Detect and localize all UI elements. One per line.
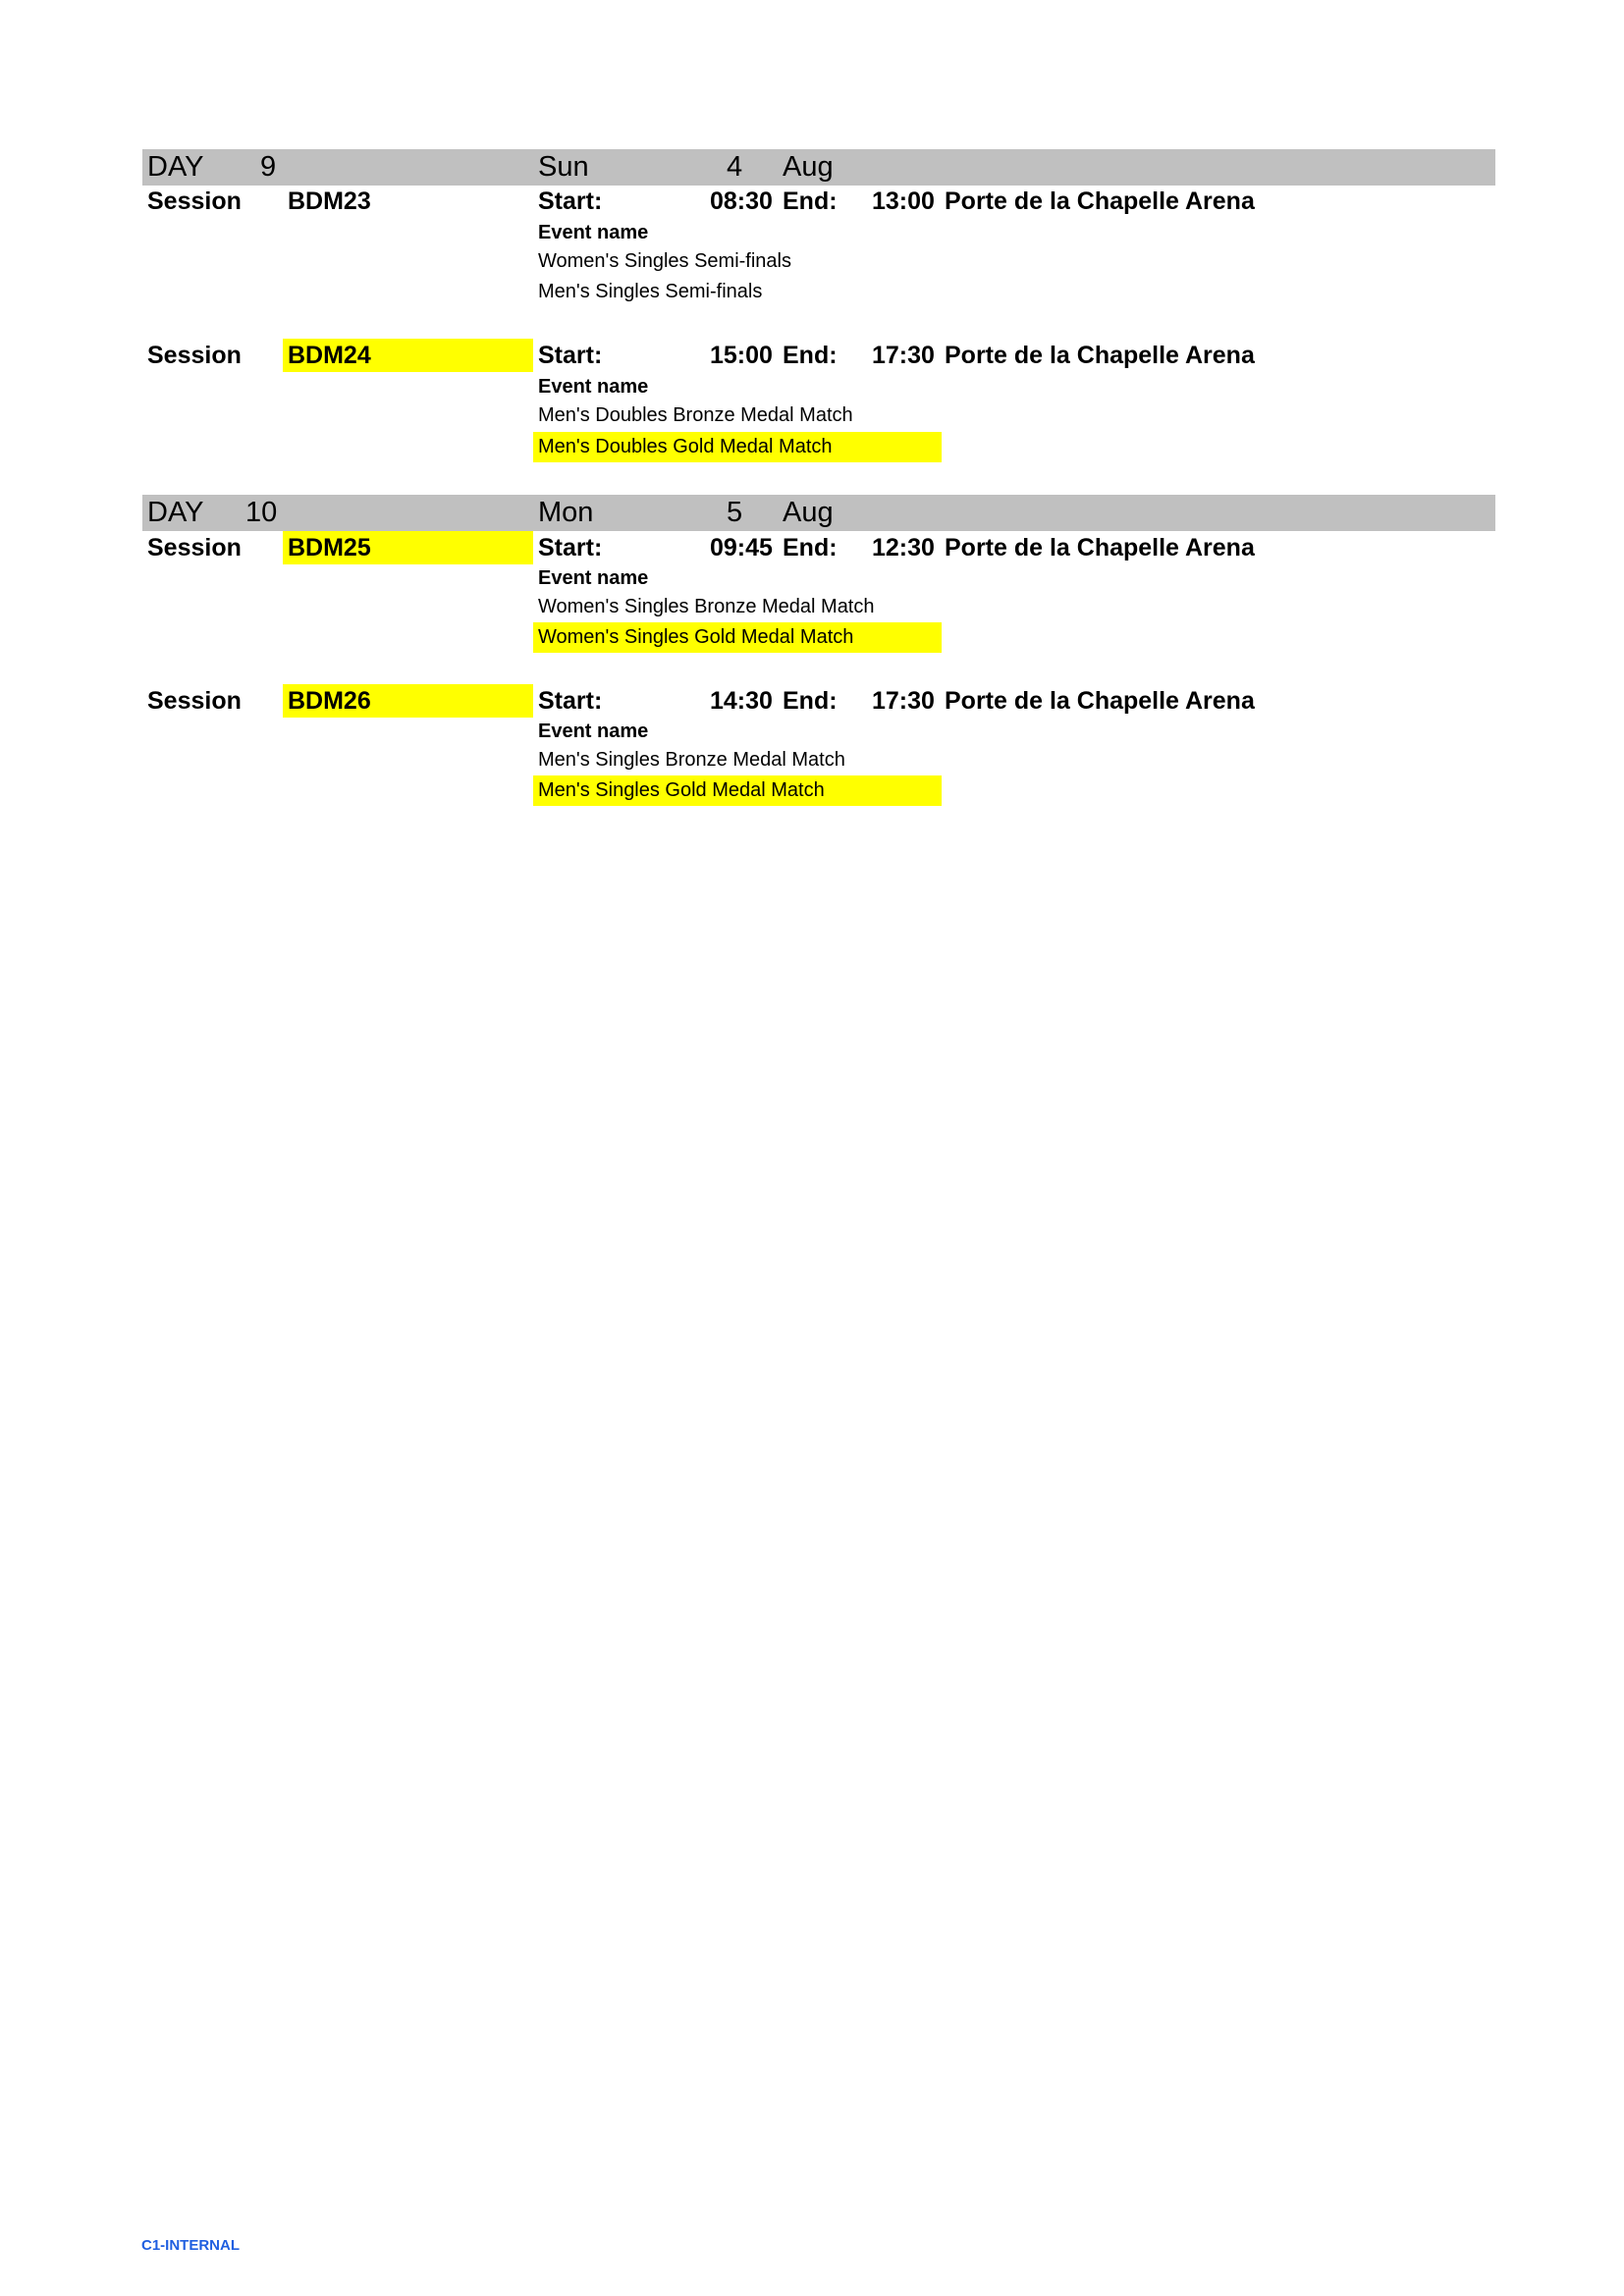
start-time: 09:45 bbox=[710, 534, 773, 561]
session-code: BDM23 bbox=[288, 187, 371, 215]
end-time: 17:30 bbox=[872, 342, 935, 369]
day-label: DAY bbox=[147, 151, 204, 183]
end-label: End: bbox=[783, 687, 838, 715]
event-name-header: Event name bbox=[538, 567, 649, 589]
venue: Porte de la Chapelle Arena bbox=[945, 534, 1255, 561]
day-label: DAY bbox=[147, 497, 204, 528]
venue: Porte de la Chapelle Arena bbox=[945, 687, 1255, 715]
start-time: 08:30 bbox=[710, 187, 773, 215]
event-item-gold: Men's Doubles Gold Medal Match bbox=[538, 436, 833, 457]
session-label: Session bbox=[147, 687, 242, 715]
event-item: Men's Singles Bronze Medal Match bbox=[538, 749, 845, 771]
session-code: BDM26 bbox=[288, 687, 371, 715]
start-time: 15:00 bbox=[710, 342, 773, 369]
classification-label: C1-INTERNAL bbox=[141, 2237, 240, 2254]
end-time: 12:30 bbox=[872, 534, 935, 561]
session-label: Session bbox=[147, 342, 242, 369]
event-item-gold: Women's Singles Gold Medal Match bbox=[538, 626, 854, 648]
venue: Porte de la Chapelle Arena bbox=[945, 342, 1255, 369]
start-time: 14:30 bbox=[710, 687, 773, 715]
event-item: Men's Singles Semi-finals bbox=[538, 281, 763, 302]
day-month: Aug bbox=[783, 151, 834, 183]
end-time: 13:00 bbox=[872, 187, 935, 215]
event-name-header: Event name bbox=[538, 376, 649, 398]
end-label: End: bbox=[783, 534, 838, 561]
day-number: 9 bbox=[260, 151, 277, 183]
event-item: Women's Singles Semi-finals bbox=[538, 250, 791, 272]
event-name-header: Event name bbox=[538, 721, 649, 742]
start-label: Start: bbox=[538, 534, 603, 561]
day-number: 10 bbox=[245, 497, 278, 528]
session-label: Session bbox=[147, 534, 242, 561]
session-label: Session bbox=[147, 187, 242, 215]
event-item: Women's Singles Bronze Medal Match bbox=[538, 596, 875, 617]
event-item: Men's Doubles Bronze Medal Match bbox=[538, 404, 853, 426]
session-code: BDM25 bbox=[288, 534, 371, 561]
venue: Porte de la Chapelle Arena bbox=[945, 187, 1255, 215]
start-label: Start: bbox=[538, 187, 603, 215]
day-weekday: Sun bbox=[538, 151, 589, 183]
event-name-header: Event name bbox=[538, 222, 649, 243]
session-code: BDM24 bbox=[288, 342, 371, 369]
start-label: Start: bbox=[538, 342, 603, 369]
day-month: Aug bbox=[783, 497, 834, 528]
event-item-gold: Men's Singles Gold Medal Match bbox=[538, 779, 825, 801]
day-date: 5 bbox=[727, 497, 743, 528]
end-label: End: bbox=[783, 187, 838, 215]
day-weekday: Mon bbox=[538, 497, 594, 528]
day-date: 4 bbox=[727, 151, 743, 183]
end-time: 17:30 bbox=[872, 687, 935, 715]
end-label: End: bbox=[783, 342, 838, 369]
start-label: Start: bbox=[538, 687, 603, 715]
